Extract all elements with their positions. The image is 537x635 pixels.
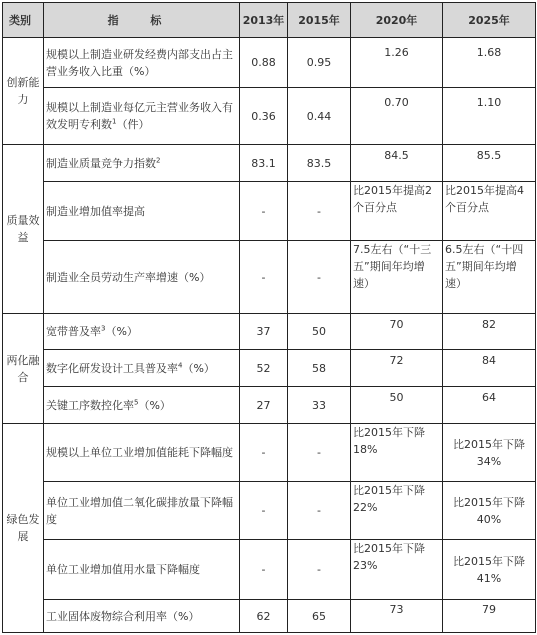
value-2020: 84.5 bbox=[351, 145, 443, 182]
table-row bbox=[3, 350, 536, 387]
value-2025: 比2015年下降41% bbox=[443, 540, 536, 600]
header-row bbox=[3, 3, 536, 38]
value-2025: 82 bbox=[443, 314, 536, 350]
header-2013: 2013年 bbox=[240, 3, 288, 38]
value-2025: 6.5左右（“十四五”期间年均增速） bbox=[443, 241, 536, 314]
value-2020: 72 bbox=[351, 350, 443, 387]
value-2015: - bbox=[288, 241, 351, 314]
indicator-cell: 制造业增加值率提高 bbox=[44, 182, 240, 241]
indicator-cell: 工业固体废物综合利用率（%） bbox=[44, 600, 240, 633]
value-2025: 1.68 bbox=[443, 38, 536, 88]
table-row bbox=[3, 424, 536, 482]
indicator-cell: 规模以上制造业每亿元主营业务收入有效发明专利数$^1$（件） bbox=[44, 88, 240, 145]
value-2025: 1.10 bbox=[443, 88, 536, 145]
category-innovation: 创新能力 bbox=[3, 38, 44, 145]
table-row bbox=[3, 540, 536, 600]
value-2020: 7.5左右（“十三五”期间年均增速） bbox=[351, 241, 443, 314]
value-2020: 比2015年下降18% bbox=[351, 424, 443, 482]
header-2015: 2015年 bbox=[288, 3, 351, 38]
indicator-cell: 制造业质量竞争力指数$^2$ bbox=[44, 145, 240, 182]
value-2020: 70 bbox=[351, 314, 443, 350]
category-integration: 两化融合 bbox=[3, 314, 44, 424]
indicator-cell: 单位工业增加值二氧化碳排放量下降幅度 bbox=[44, 482, 240, 540]
value-2020: 1.26 bbox=[351, 38, 443, 88]
value-2025: 比2015年下降40% bbox=[443, 482, 536, 540]
header-2025: 2025年 bbox=[443, 3, 536, 38]
value-2020: 50 bbox=[351, 387, 443, 424]
value-2020: 比2015年下降23% bbox=[351, 540, 443, 600]
value-2013: 52 bbox=[240, 350, 288, 387]
value-2025: 比2015年提高4个百分点 bbox=[443, 182, 536, 241]
indicator-cell: 宽带普及率$^3$（%） bbox=[44, 314, 240, 350]
value-2013: 83.1 bbox=[240, 145, 288, 182]
indicator-cell: 制造业全员劳动生产率增速（%） bbox=[44, 241, 240, 314]
value-2015: 50 bbox=[288, 314, 351, 350]
value-2020: 0.70 bbox=[351, 88, 443, 145]
header-2020: 2020年 bbox=[351, 3, 443, 38]
value-2020: 比2015年下降22% bbox=[351, 482, 443, 540]
value-2020: 73 bbox=[351, 600, 443, 633]
indicator-cell: 单位工业增加值用水量下降幅度 bbox=[44, 540, 240, 600]
value-2013: - bbox=[240, 424, 288, 482]
value-2015: 65 bbox=[288, 600, 351, 633]
value-2015: 33 bbox=[288, 387, 351, 424]
value-2025: 64 bbox=[443, 387, 536, 424]
value-2015: 58 bbox=[288, 350, 351, 387]
value-2025: 84 bbox=[443, 350, 536, 387]
table-row bbox=[3, 314, 536, 350]
value-2013: 37 bbox=[240, 314, 288, 350]
value-2015: 0.95 bbox=[288, 38, 351, 88]
table-row bbox=[3, 145, 536, 182]
value-2015: - bbox=[288, 482, 351, 540]
value-2013: - bbox=[240, 182, 288, 241]
value-2013: - bbox=[240, 482, 288, 540]
value-2015: - bbox=[288, 540, 351, 600]
value-2025: 比2015年下降34% bbox=[443, 424, 536, 482]
indicator-cell: 规模以上制造业研发经费内部支出占主营业务收入比重（%） bbox=[44, 38, 240, 88]
value-2025: 85.5 bbox=[443, 145, 536, 182]
table-row bbox=[3, 482, 536, 540]
value-2015: - bbox=[288, 182, 351, 241]
header-indicator: 指 标 bbox=[44, 3, 240, 38]
category-quality: 质量效益 bbox=[3, 145, 44, 314]
value-2015: 0.44 bbox=[288, 88, 351, 145]
value-2015: - bbox=[288, 424, 351, 482]
value-2015: 83.5 bbox=[288, 145, 351, 182]
table-row bbox=[3, 387, 536, 424]
indicator-cell: 规模以上单位工业增加值能耗下降幅度 bbox=[44, 424, 240, 482]
indicator-table bbox=[2, 2, 536, 633]
indicator-cell: 数字化研发设计工具普及率$^4$（%） bbox=[44, 350, 240, 387]
table-row bbox=[3, 241, 536, 314]
value-2013: 0.88 bbox=[240, 38, 288, 88]
header-category: 类别 bbox=[3, 3, 44, 38]
table-row bbox=[3, 88, 536, 145]
table-row bbox=[3, 600, 536, 633]
value-2020: 比2015年提高2个百分点 bbox=[351, 182, 443, 241]
indicator-cell: 关键工序数控化率$^5$（%） bbox=[44, 387, 240, 424]
category-green: 绿色发展 bbox=[3, 424, 44, 633]
value-2013: - bbox=[240, 241, 288, 314]
value-2013: - bbox=[240, 540, 288, 600]
table-row bbox=[3, 182, 536, 241]
value-2025: 79 bbox=[443, 600, 536, 633]
value-2013: 0.36 bbox=[240, 88, 288, 145]
table-row bbox=[3, 38, 536, 88]
value-2013: 27 bbox=[240, 387, 288, 424]
value-2013: 62 bbox=[240, 600, 288, 633]
